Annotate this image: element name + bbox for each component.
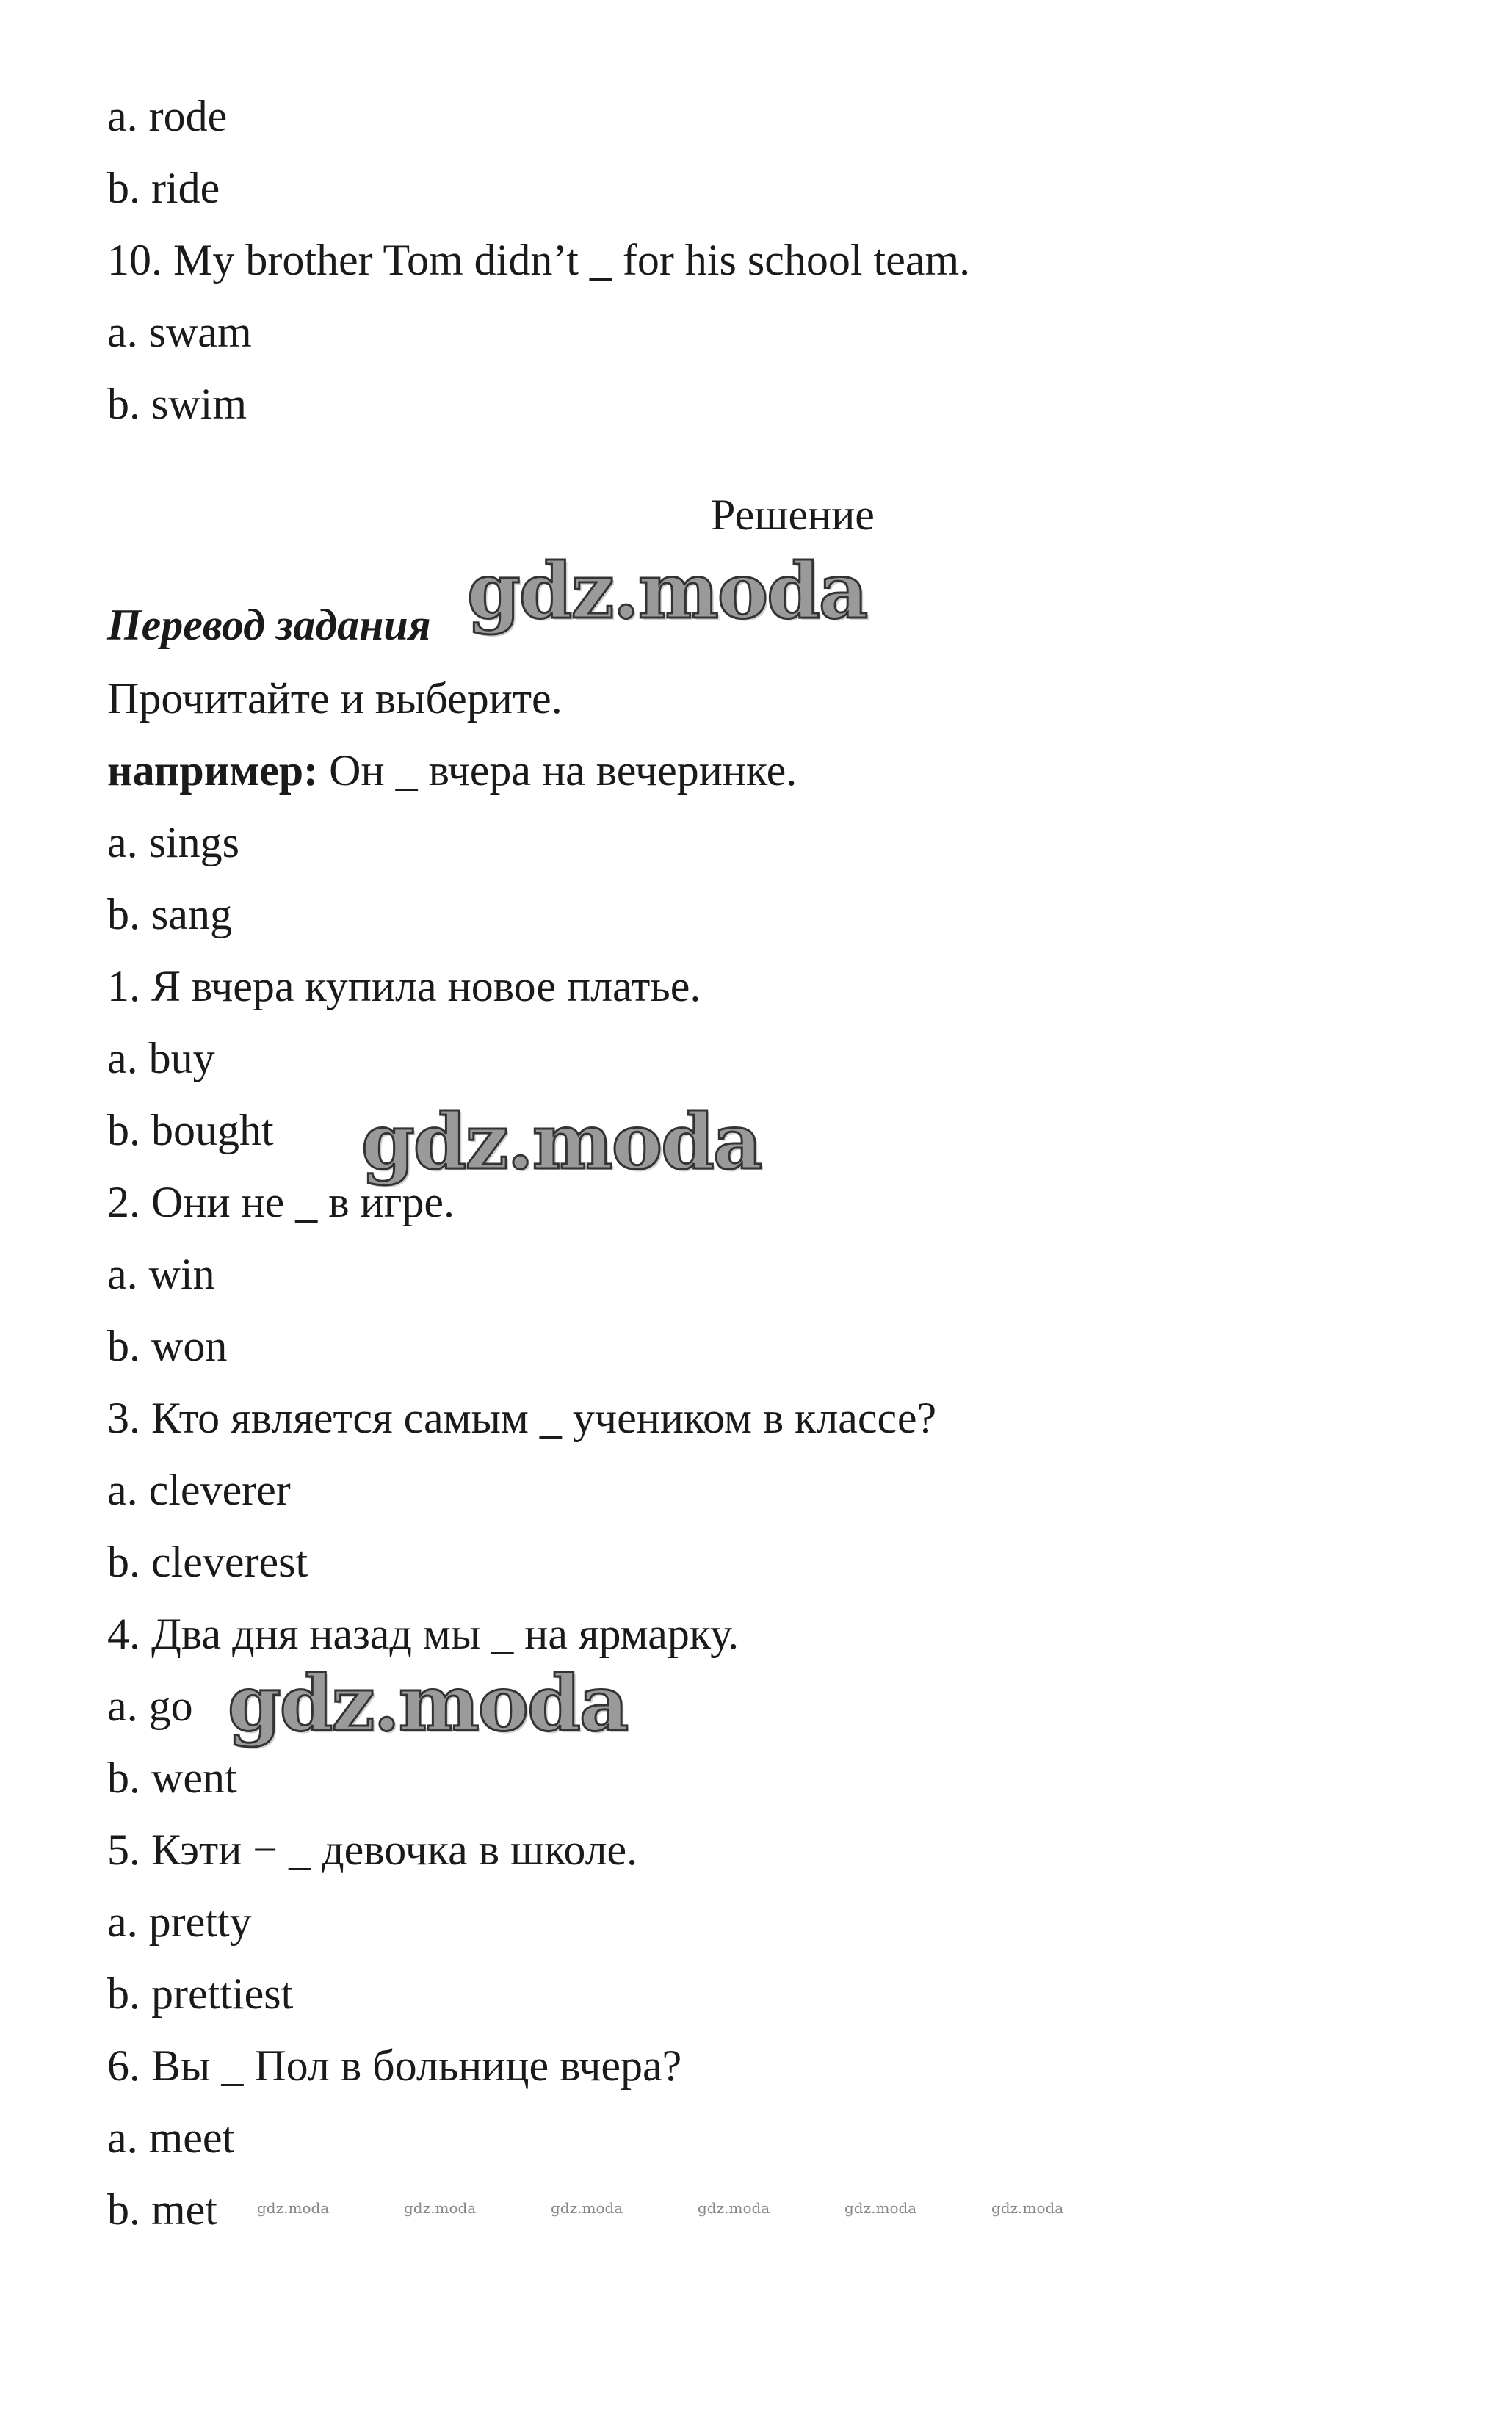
option-line: a. cleverer [107, 1466, 291, 1514]
option-line: a. meet [107, 2113, 235, 2162]
question-line: 6. Вы _ Пол в больнице вчера? [107, 2041, 682, 2090]
option-line: b. cleverest [107, 1538, 308, 1586]
option-line: b. swim [107, 380, 247, 428]
footer-watermark: gdz.moda [991, 2199, 1064, 2217]
question-line: 1. Я вчера купила новое платье. [107, 962, 701, 1010]
watermark: gdz.moda [467, 546, 867, 636]
option-line: a. pretty [107, 1897, 252, 1946]
option-line: b. bought [107, 1106, 274, 1154]
option-line: b. went [107, 1754, 237, 1802]
question-line: 5. Кэти − _ девочка в школе. [107, 1825, 638, 1874]
example-label: например: [107, 746, 319, 795]
question-line: 10. My brother Tom didn’t _ for his school team. [107, 236, 971, 284]
footer-watermark: gdz.moda [257, 2199, 330, 2217]
option-line: a. rode [107, 92, 228, 140]
option-line: b. ride [107, 164, 220, 212]
footer-watermark: gdz.moda [844, 2199, 917, 2217]
option-line: a. buy [107, 1034, 215, 1082]
option-line: a. sings [107, 818, 239, 866]
option-line: a. go [107, 1682, 193, 1730]
translation-title: Перевод задания [107, 601, 431, 649]
footer-watermark: gdz.moda [698, 2199, 770, 2217]
option-line: b. won [107, 1322, 228, 1370]
question-line: 3. Кто является самым _ учеником в классе? [107, 1394, 937, 1442]
option-line: b. met [107, 2185, 217, 2234]
watermark: gdz.moda [228, 1658, 628, 1748]
solution-heading: Решение [711, 491, 875, 539]
example-line [107, 744, 797, 797]
option-line: a. win [107, 1250, 215, 1298]
option-line: b. prettiest [107, 1969, 294, 2018]
instruction-line: Прочитайте и выберите. [107, 674, 563, 723]
example-text: Он _ вчера на вечеринке. [318, 746, 797, 795]
watermark: gdz.moda [361, 1096, 762, 1187]
question-line: 4. Два дня назад мы _ на ярмарку. [107, 1610, 739, 1658]
option-line: b. sang [107, 890, 232, 938]
footer-watermark: gdz.moda [551, 2199, 623, 2217]
footer-watermark: gdz.moda [404, 2199, 477, 2217]
question-line: 2. Они не _ в игре. [107, 1178, 455, 1226]
option-line: a. swam [107, 308, 252, 356]
